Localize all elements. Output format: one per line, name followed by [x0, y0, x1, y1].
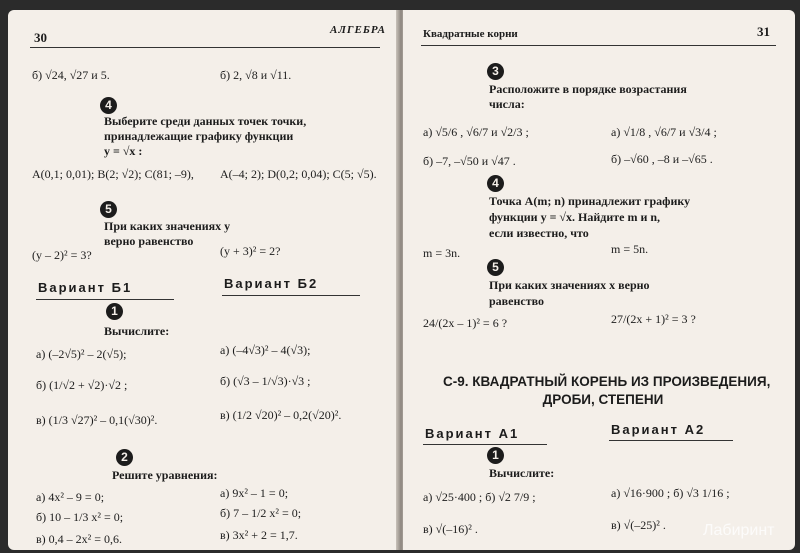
compare-b2: б) 2, √8 и √11. [220, 68, 292, 82]
task5-right-line2: равенство [489, 294, 545, 308]
compute-label-right: Вычислите: [489, 466, 555, 480]
task-number-1-right: 1 [487, 446, 504, 464]
compute-right-c-variant2: в) √(–25)² . [611, 518, 666, 532]
task-number-4: 4 [100, 96, 117, 114]
task-number-3: 3 [487, 62, 504, 80]
task5-equation-right-variant1: 24/(2x – 1)² = 6 ? [423, 316, 508, 330]
solve-a-variant2: а) 9x² – 1 = 0; [220, 486, 289, 500]
right-page [403, 10, 795, 550]
variant-a1-rule [423, 444, 547, 445]
compute-a-variant1: а) (–2√5)² – 2(√5); [36, 347, 127, 361]
variant-a1-heading: Вариант А1 [425, 426, 520, 441]
solve-label: Решите уравнения: [112, 468, 218, 482]
task-number-5: 5 [100, 200, 117, 218]
task4-points-variant1: A(0,1; 0,01); B(2; √2); C(81; –9), [32, 167, 194, 181]
variant-b1-heading: Вариант Б1 [38, 280, 133, 295]
solve-c-variant2: в) 3x² + 2 = 1,7. [220, 528, 298, 542]
page-number-right: 31 [757, 24, 770, 39]
compute-right-ab-variant1: а) √25·400 ; б) √2 7/9 ; [423, 490, 536, 504]
section-title-line2: ДРОБИ, СТЕПЕНИ [542, 392, 664, 407]
task5-text-line1: При каких значениях y [104, 219, 231, 233]
compute-label-left: Вычислите: [104, 324, 170, 338]
compute-b-variant1: б) (1/√2 + √2)·√2 ; [36, 378, 128, 392]
compute-c-variant1: в) (1/3 √27)² – 0,1(√30)². [36, 413, 158, 427]
task4-right-line3: если известно, что [489, 226, 589, 240]
compare-b1: б) √24, √27 и 5. [32, 68, 110, 82]
solve-a-variant1: а) 4x² – 9 = 0; [36, 490, 105, 504]
running-head-right: Квадратные корни [423, 28, 518, 40]
solve-b-variant2: б) 7 – 1/2 x² = 0; [220, 506, 302, 520]
variant-b2-rule [222, 295, 360, 296]
task5-text-line2: верно равенство [104, 234, 194, 248]
header-rule-right [421, 45, 776, 46]
task4-right-line2: функции y = √x. Найдите m и n, [489, 210, 661, 224]
compute-a-variant2: а) (–4√3)² – 4(√3); [220, 343, 311, 357]
task3-b-variant1: б) –7, –√50 и √47 . [423, 154, 516, 168]
task3-a-variant2: а) √1/8 , √6/7 и √3/4 ; [611, 125, 717, 139]
task-number-4-right: 4 [487, 174, 504, 192]
task-number-2-left: 2 [116, 448, 133, 466]
task5-equation-variant1: (y – 2)² = 3? [32, 248, 92, 262]
variant-b1-rule [36, 299, 174, 300]
task5-right-line1: При каких значениях x верно [489, 278, 650, 292]
compute-right-c-variant1: в) √(–16)² . [423, 522, 478, 536]
task4-text-line1: Выберите среди данных точек точки, [104, 114, 307, 128]
watermark-logo: Лабиринт [703, 522, 775, 539]
task5-equation-right-variant2: 27/(2x + 1)² = 3 ? [611, 312, 696, 326]
section-title-line1: С-9. КВАДРАТНЫЙ КОРЕНЬ ИЗ ПРОИЗВЕДЕНИЯ, [443, 374, 771, 389]
task4-condition-variant2: m = 5n. [611, 242, 649, 256]
task3-a-variant1: а) √5/6 , √6/7 и √2/3 ; [423, 125, 529, 139]
task-number-1-left: 1 [106, 302, 123, 320]
variant-a2-heading: Вариант А2 [611, 422, 706, 437]
solve-c-variant1: в) 0,4 – 2x² = 0,6. [36, 532, 123, 546]
header-rule-left [30, 47, 380, 48]
task4-points-variant2: A(–4; 2); D(0,2; 0,04); C(5; √5). [220, 167, 377, 181]
task3-b-variant2: б) –√60 , –8 и –√65 . [611, 152, 713, 166]
compute-b-variant2: б) (√3 – 1/√3)·√3 ; [220, 374, 311, 388]
task-number-5-right: 5 [487, 258, 504, 276]
task3-text-line2: числа: [489, 97, 525, 111]
page-number-left: 30 [34, 30, 47, 45]
task4-function: y = √x : [104, 144, 143, 158]
compute-right-ab-variant2: а) √16·900 ; б) √3 1/16 ; [611, 486, 730, 500]
task4-condition-variant1: m = 3n. [423, 246, 461, 260]
task4-right-line1: Точка A(m; n) принадлежит графику [489, 194, 691, 208]
solve-b-variant1: б) 10 – 1/3 x² = 0; [36, 510, 124, 524]
left-page [8, 10, 400, 550]
variant-b2-heading: Вариант Б2 [224, 276, 319, 291]
compute-c-variant2: в) (1/2 √20)² – 0,2(√20)². [220, 408, 342, 422]
running-head-left: АЛГЕБРА [330, 24, 386, 36]
task5-equation-variant2: (y + 3)² = 2? [220, 244, 281, 258]
variant-a2-rule [609, 440, 733, 441]
task4-text-line2: принадлежащие графику функции [104, 129, 294, 143]
task3-text-line1: Расположите в порядке возрастания [489, 82, 687, 96]
